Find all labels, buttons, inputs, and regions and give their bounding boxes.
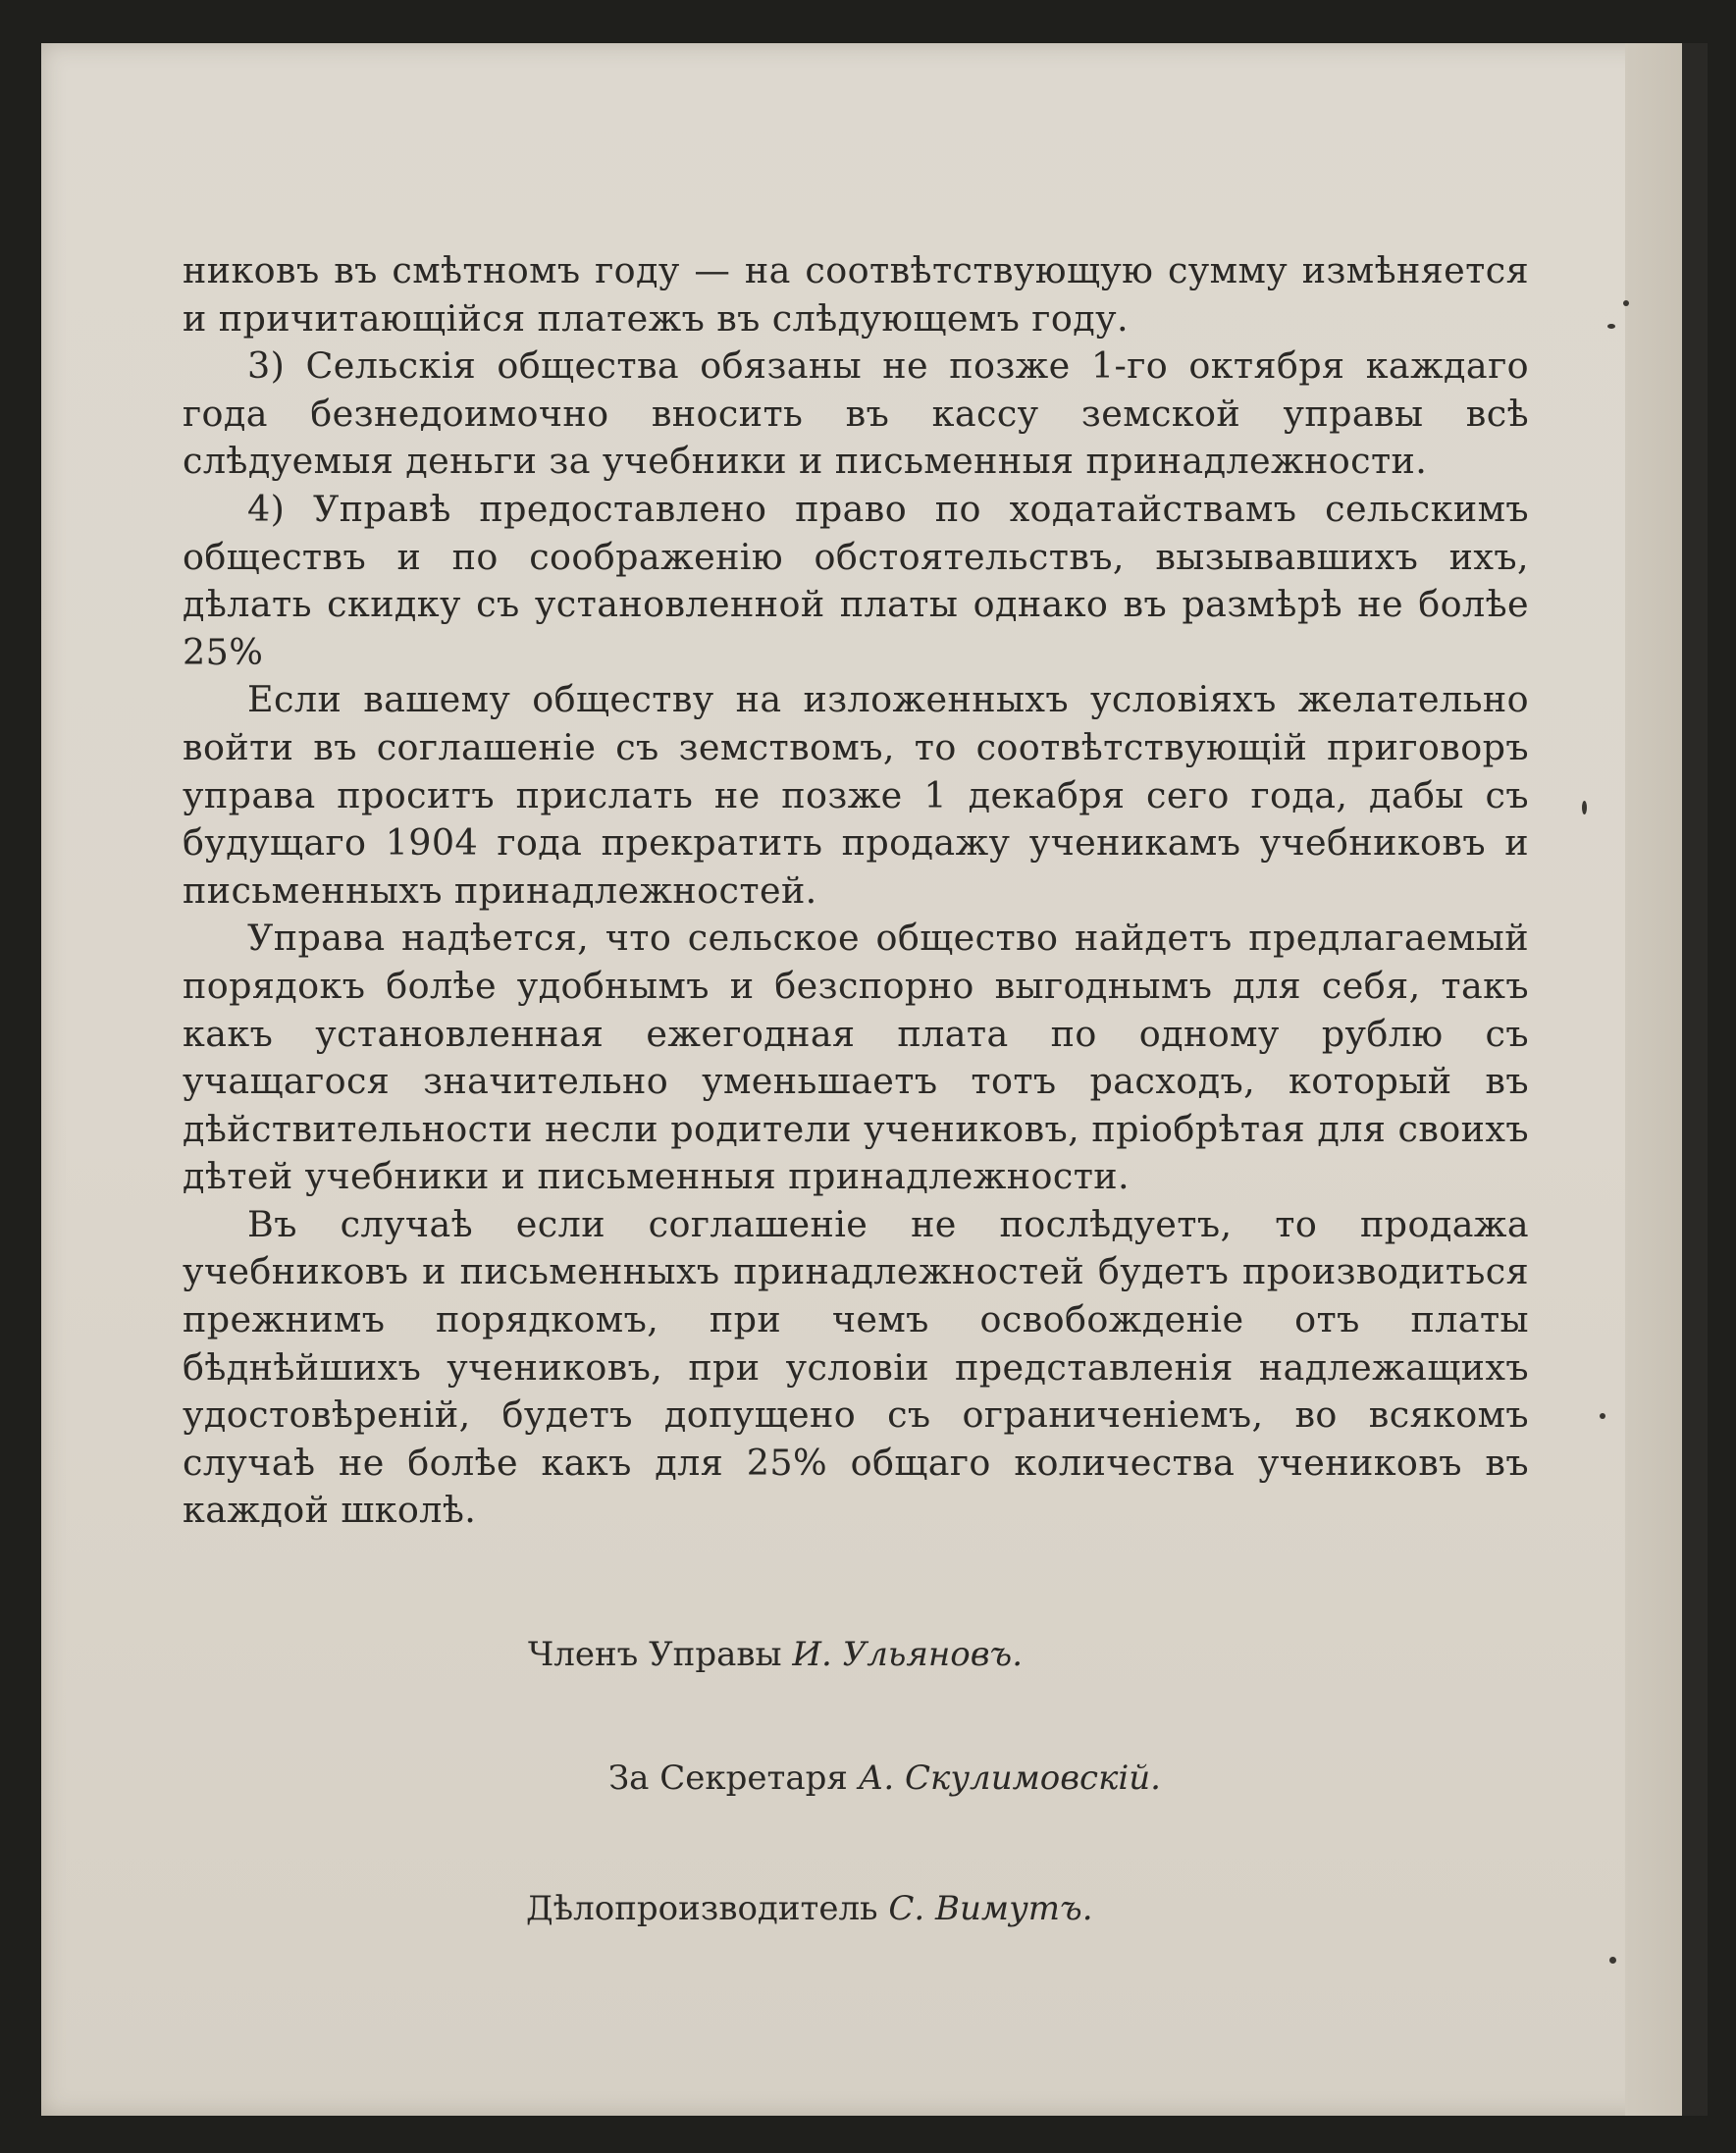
signature-secretary [608,1759,1161,1798]
paragraph-continuation: никовъ въ смѣтномъ году — на соотвѣтствующую сумму измѣняется и причитающійся платежъ въ слѣдующемъ году. [183,249,1529,340]
signature-clerk-name: С. Вимутъ. [888,1889,1093,1928]
signature-member-name: И. Ульяновъ. [792,1635,1024,1674]
signature-member-title: Членъ Управы [528,1635,782,1674]
paper-speck [1582,801,1587,814]
paragraph-item-3: 3) Сельскія общества обязаны не позже 1-го октября каждаго года безнедоимочно вносить въ кассу земской управы всѣ слѣдуемыя деньги за учебники и письменныя принадлежности. [183,344,1529,483]
paper-speck [1623,300,1629,306]
signature-clerk [526,1889,1093,1928]
paragraph-benefit: Управа надѣется, что сельское общество найдетъ предлагаемый порядокъ болѣе удобнымъ и безспорно выгоднымъ для себя, такъ какъ установленная ежегодная плата по одному рублю съ учащагося значительно уменьшаетъ тотъ расходъ, который въ дѣйствительности несли родители учениковъ, пріобрѣтая для своихъ дѣтей учебники и письменныя принадлежности. [183,917,1529,1198]
paragraph-agreement: Если вашему обществу на изложенныхъ условіяхъ желательно войти въ соглашеніе съ земствомъ, то соотвѣтствующій приговоръ управа проситъ прислать не позже 1 декабря сего года, дабы съ будущаго 1904 года прекратить продажу ученикамъ учебниковъ и письменныхъ принадлежностей. [183,678,1529,912]
signature-secretary-title: За Секретаря [608,1759,848,1798]
document-body [183,247,1529,1535]
background-strip [1682,43,1708,2116]
signature-secretary-name: А. Скулимовскій. [858,1759,1161,1798]
paragraph-item-4: 4) Управѣ предоставлено право по ходатайствамъ сельскимъ обществъ и по соображенію обстоятельствъ, вызывавшихъ ихъ, дѣлать скидку съ установленной платы однако въ размѣрѣ не болѣе 25% [183,487,1529,673]
signature-member [528,1635,1023,1674]
paper-speck [1609,1957,1616,1964]
paper-speck [1607,324,1615,329]
page-right-edge [1625,43,1682,2116]
paragraph-no-agreement: Въ случаѣ если соглашеніе не послѣдуетъ, то продажа учебниковъ и письменныхъ принадлежностей будетъ производиться прежнимъ порядкомъ, при чемъ освобожденіе отъ платы бѣднѣйшихъ учениковъ, при условіи представленія надлежащихъ удостовѣреній, будетъ допущено съ ограниченіемъ, во всякомъ случаѣ не болѣе какъ для 25% общаго количества учениковъ въ каждой школѣ. [183,1202,1529,1532]
signature-clerk-title: Дѣлопроизводитель [526,1889,878,1928]
paper-speck [1600,1413,1605,1419]
